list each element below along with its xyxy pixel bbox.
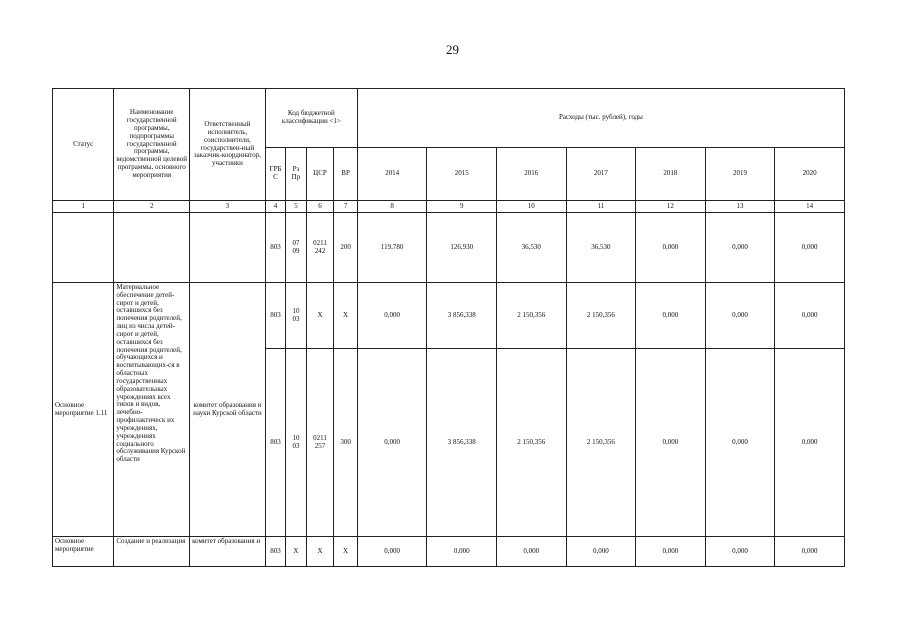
value-cell: 0,000 bbox=[357, 537, 427, 567]
vr-cell: 300 bbox=[334, 349, 358, 537]
value-cell: 2 150,356 bbox=[566, 283, 636, 349]
table-row bbox=[53, 283, 845, 349]
header-row-top bbox=[53, 89, 845, 148]
header-responsible: Ответственный исполнитель, соисполнители, государствен-ный заказчик-координатор, участники bbox=[190, 89, 266, 201]
column-number-row bbox=[53, 201, 845, 213]
status-cell: Основное мероприятие 1.11 bbox=[53, 283, 114, 537]
value-cell: 0,000 bbox=[705, 283, 775, 349]
value-cell: 0,000 bbox=[775, 537, 845, 567]
rzpr-cell: 10 03 bbox=[286, 283, 306, 349]
value-cell: 0,000 bbox=[566, 537, 636, 567]
value-cell: 126,930 bbox=[427, 213, 497, 283]
header-year: 2020 bbox=[775, 148, 845, 201]
header-budget-code: Код бюджетной классификации <1> bbox=[265, 89, 357, 148]
header-year: 2018 bbox=[636, 148, 706, 201]
column-number: 9 bbox=[427, 201, 497, 213]
header-expenses: Расходы (тыс. рублей), годы bbox=[357, 89, 844, 148]
value-cell: 0,000 bbox=[497, 537, 567, 567]
header-status: Статус bbox=[53, 89, 114, 201]
vr-cell: X bbox=[334, 537, 358, 567]
value-cell: 0,000 bbox=[705, 349, 775, 537]
csr-cell: 0211 257 bbox=[306, 349, 334, 537]
responsible-cell bbox=[190, 213, 266, 283]
column-number: 14 bbox=[775, 201, 845, 213]
header-csr: ЦСР bbox=[306, 148, 334, 201]
column-number: 10 bbox=[497, 201, 567, 213]
csr-cell: X bbox=[306, 537, 334, 567]
status-cell bbox=[53, 213, 114, 283]
header-year: 2017 bbox=[566, 148, 636, 201]
name-cell bbox=[114, 213, 190, 283]
header-year: 2014 bbox=[357, 148, 427, 201]
responsible-cell: комитет образования и bbox=[190, 537, 266, 567]
rzpr-cell: X bbox=[286, 537, 306, 567]
column-number: 4 bbox=[265, 201, 285, 213]
value-cell: 3 856,338 bbox=[427, 283, 497, 349]
value-cell: 3 856,338 bbox=[427, 349, 497, 537]
header-year: 2015 bbox=[427, 148, 497, 201]
value-cell: 2 150,356 bbox=[566, 349, 636, 537]
grbs-cell: 803 bbox=[265, 349, 285, 537]
value-cell: 0,000 bbox=[636, 537, 706, 567]
column-number: 7 bbox=[334, 201, 358, 213]
status-cell: Основное мероприятие bbox=[53, 537, 114, 567]
grbs-cell: 803 bbox=[265, 283, 285, 349]
value-cell: 36,530 bbox=[497, 213, 567, 283]
value-cell: 0,000 bbox=[775, 283, 845, 349]
value-cell: 0,000 bbox=[775, 349, 845, 537]
vr-cell: 200 bbox=[334, 213, 358, 283]
value-cell: 0,000 bbox=[357, 349, 427, 537]
header-grbs: ГРБ С bbox=[265, 148, 285, 201]
value-cell: 0,000 bbox=[705, 537, 775, 567]
grbs-cell: 803 bbox=[265, 213, 285, 283]
column-number: 2 bbox=[114, 201, 190, 213]
column-number: 6 bbox=[306, 201, 334, 213]
value-cell: 2 150,356 bbox=[497, 283, 567, 349]
value-cell: 0,000 bbox=[775, 213, 845, 283]
csr-cell: 0211 242 bbox=[306, 213, 334, 283]
column-number: 3 bbox=[190, 201, 266, 213]
header-vr: ВР bbox=[334, 148, 358, 201]
value-cell: 119,780 bbox=[357, 213, 427, 283]
column-number: 5 bbox=[286, 201, 306, 213]
column-number: 12 bbox=[636, 201, 706, 213]
table-row bbox=[53, 537, 845, 567]
column-number: 8 bbox=[357, 201, 427, 213]
column-number: 11 bbox=[566, 201, 636, 213]
value-cell: 0,000 bbox=[636, 283, 706, 349]
column-number: 13 bbox=[705, 201, 775, 213]
value-cell: 36,530 bbox=[566, 213, 636, 283]
vr-cell: X bbox=[334, 283, 358, 349]
table-row bbox=[53, 213, 845, 283]
rzpr-cell: 07 09 bbox=[286, 213, 306, 283]
budget-table bbox=[52, 88, 845, 567]
value-cell: 0,000 bbox=[636, 349, 706, 537]
responsible-cell: комитет образования и науки Курской области bbox=[190, 283, 266, 537]
header-year: 2019 bbox=[705, 148, 775, 201]
value-cell: 0,000 bbox=[705, 213, 775, 283]
column-number: 1 bbox=[53, 201, 114, 213]
rzpr-cell: 10 03 bbox=[286, 349, 306, 537]
name-cell: Материальное обеспечение детей-сирот и детей, оставшихся без попечения родителей, лиц из числа детей-сирот и детей, оставшихся без попечения родителей, обучающихся и воспитывающих-ся в областных государственных образовательных учреждениях всех типов и видов, лечебно-профилактическ их учреждениях, учреждениях социального обслуживания Курской области bbox=[114, 283, 190, 537]
header-year: 2016 bbox=[497, 148, 567, 201]
header-rzpr: Рз Пр bbox=[286, 148, 306, 201]
page-number: 29 bbox=[446, 42, 459, 57]
value-cell: 2 150,356 bbox=[497, 349, 567, 537]
grbs-cell: 803 bbox=[265, 537, 285, 567]
name-cell: Создание и реализация bbox=[114, 537, 190, 567]
csr-cell: X bbox=[306, 283, 334, 349]
value-cell: 0,000 bbox=[357, 283, 427, 349]
header-program-name: Наименование государственной программы, подпрограммы государственной программы, ведомственной целевой программы, основного мероприятия bbox=[114, 89, 190, 201]
value-cell: 0,000 bbox=[636, 213, 706, 283]
value-cell: 0,000 bbox=[427, 537, 497, 567]
